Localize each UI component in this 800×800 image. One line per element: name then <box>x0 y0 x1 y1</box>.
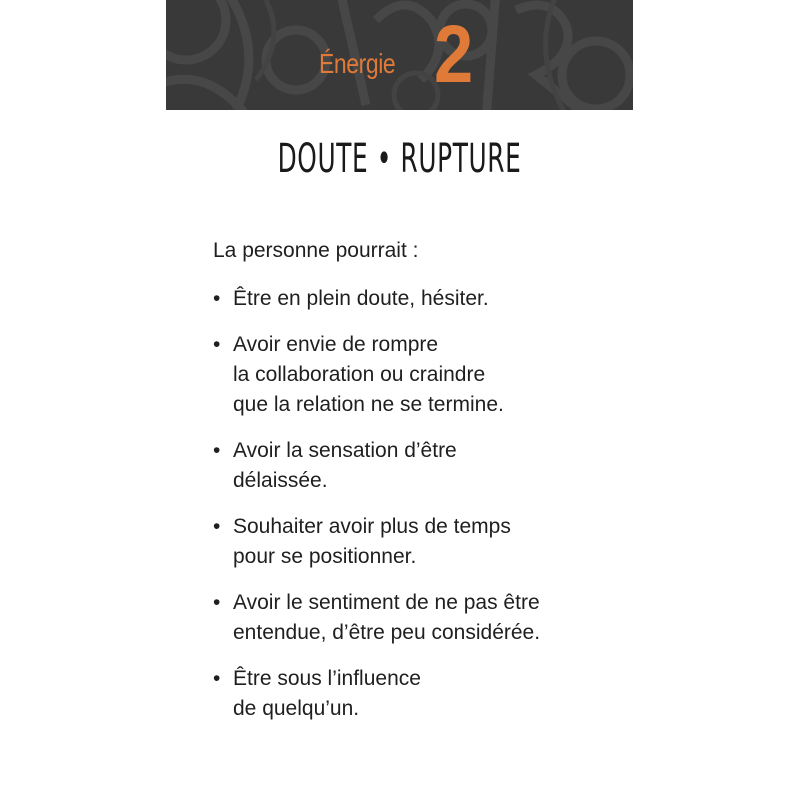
points-list <box>213 284 623 724</box>
numbers-pattern-decoration <box>166 0 633 110</box>
energy-number: 2 <box>434 9 474 100</box>
list-item-text: Avoir le sentiment de ne pas être entendue, d’être peu considérée. <box>233 591 541 644</box>
energy-label: Énergie <box>319 48 396 79</box>
list-item <box>213 284 623 314</box>
card-title: DOUTE • RUPTURE <box>277 136 522 182</box>
card-header <box>166 0 633 110</box>
list-item <box>213 436 623 496</box>
bullet: • <box>213 333 221 356</box>
list-item <box>213 512 623 572</box>
card-content <box>213 236 623 740</box>
bullet: • <box>213 439 221 462</box>
list-item-text: Avoir envie de rompre la collaboration ou craindre que la relation ne se termine. <box>233 333 504 416</box>
list-item <box>213 330 623 420</box>
list-item-text: Être sous l’influence de quelqu’un. <box>233 667 421 720</box>
intro-text: La personne pourrait : <box>213 239 419 262</box>
card <box>166 0 633 800</box>
list-item-text: Être en plein doute, hésiter. <box>233 287 489 310</box>
bullet: • <box>213 591 221 614</box>
list-item-text: Souhaiter avoir plus de temps pour se positionner. <box>233 515 511 568</box>
bullet: • <box>213 667 221 690</box>
list-item <box>213 664 623 724</box>
bullet: • <box>213 515 221 538</box>
list-item-text: Avoir la sensation d’être délaissée. <box>233 439 457 492</box>
list-item <box>213 588 623 648</box>
bullet: • <box>213 287 221 310</box>
